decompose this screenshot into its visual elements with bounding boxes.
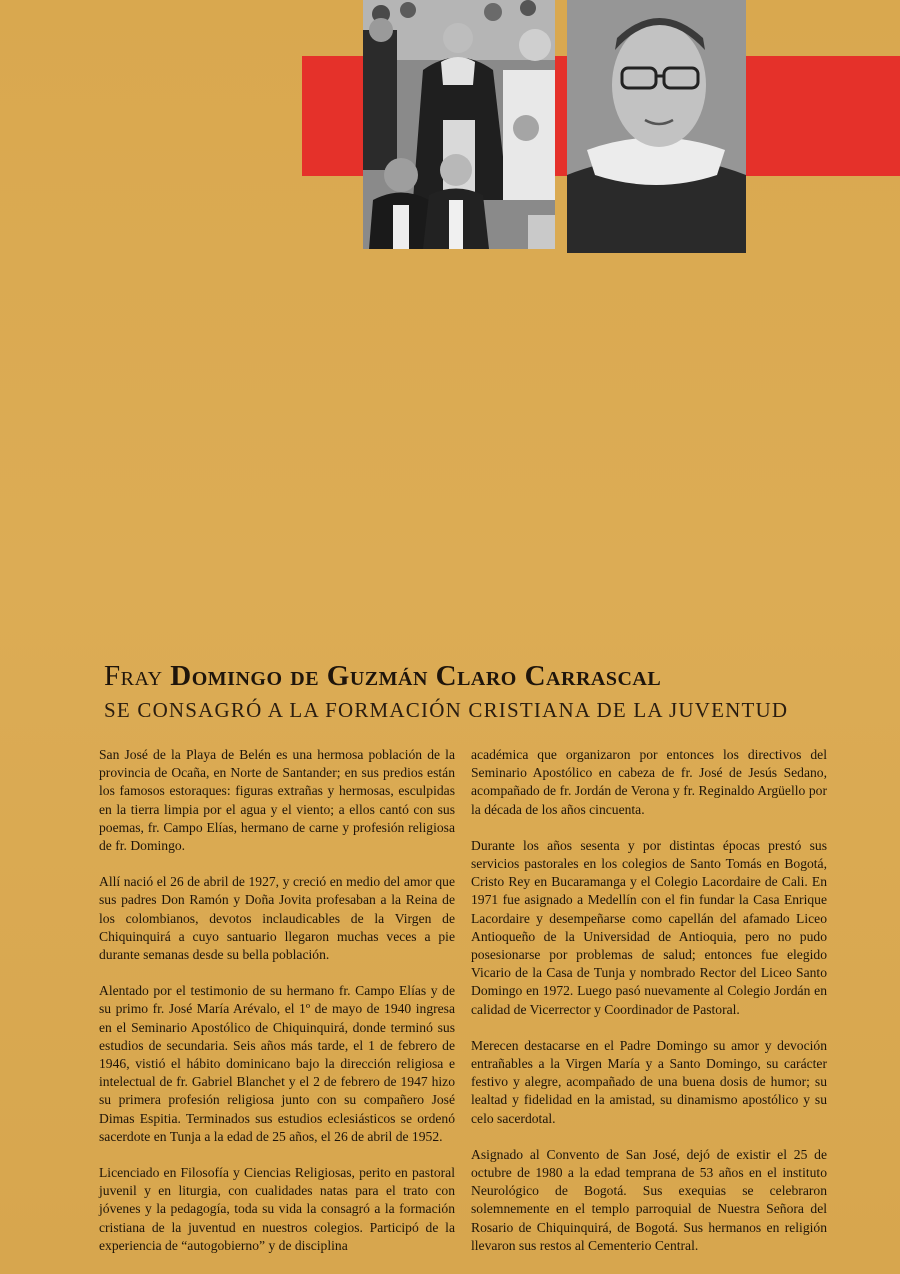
paragraph: Asignado al Convento de San José, dejó de existir el 25 de octubre de 1980 a la edad temprana de 53 años en el instituto Neurológico de Bogotá. Sus exequias se celebraron solemnemente en el templo parroquial de Nuestra Señora del Rosario de Chiquinquirá, de Bogotá. Sus hermanos en religión llevaron sus restos al Cementerio Central. [471,1146,827,1253]
red-accent-band-right [746,56,900,176]
paragraph: Allí nació el 26 de abril de 1927, y creció en medio del amor que sus padres Don Ramón y Doña Jovita profesaban a la Reina de los colombianos, devotos inclaudicables de la Virgen de Chiquinquirá a cuyo santuario llegaron muchas veces a pie durante semanas desde su bella población. [99,874,455,963]
article-subtitle: SE CONSAGRÓ A LA FORMACIÓN CRISTIANA DE LA JUVENTUD [104,698,789,722]
paragraph: Merecen destacarse en el Padre Domingo su amor y devoción entrañables a la Virgen María y a Santo Domingo, su carácter festivo y alegre, acompañado de una buena dosis de humor; su lealtad y fidelidad en la amistad, su dinamismo apostólico y su celo sacerdotal. [471,1037,827,1126]
article-title [104,660,824,693]
paragraph: Licenciado en Filosofía y Ciencias Religiosas, perito en pastoral juvenil y en liturgia, con cualidades natas para el trato con jóvenes y la pedagogía, toda su vida la consagró a la formación cristiana de la juventud en nuestros colegios. Participó de la experiencia de “autogobierno” y de disciplina [99,1165,455,1253]
portrait-photo [567,0,746,253]
paragraph: Alentado por el testimonio de su hermano fr. Campo Elías y de su primo fr. José María Arévalo, el 1º de mayo de 1940 ingresa en el Seminario Apostólico de Chiquinquirá, donde terminó sus estudios de secundaria. Seis años más tarde, el 1 de febrero de 1946, vistió el hábito dominicano bajo la dirección religiosa e intelectual de fr. Gabriel Blanchet y el 2 de febrero de 1947 hizo su primera profesión religiosa junto con su compañero José Dimas Espitia. Terminados sus estudios eclesiásticos se ordenó sacerdote en Tunja a la edad de 25 años, el 26 de abril de 1952. [99,983,455,1144]
paragraph: Durante los años sesenta y por distintas épocas prestó sus servicios pastorales en los colegios de Santo Tomás en Bogotá, Cristo Rey en Bucaramanga y el Colegio Lacordaire de Cali. En 1971 fue asignado a Medellín con el fin fundar la Casa Enrique Lacordaire y desempeñarse como capellán del afamado Liceo Antioqueño de la Universidad de Antioquia, pero no pudo posesionarse por problemas de salud; entonces fue elegido Vicario de la Casa de Tunja y nombrado Rector del Liceo Santo Domingo en 1972. Luego pasó nuevamente al Colegio Jordán en calidad de Vicerrector y Coordinador de Pastoral. [471,837,827,1017]
title-name: Domingo de Guzmán Claro Carrascal [170,660,662,692]
body-column-left [99,746,455,1273]
crowd-photo [363,0,555,249]
body-column-right [471,746,827,1273]
red-accent-band-middle [555,56,567,176]
paragraph: académica que organizaron por entonces los directivos del Seminario Apostólico en cabeza de fr. José de Jesús Sedano, acompañado de fr. Jordán de Verona y fr. Reginaldo Argüello por la década de los años cincuenta. [471,747,827,817]
red-accent-band-left [302,56,363,176]
title-prefix: Fray [104,660,163,692]
paragraph: San José de la Playa de Belén es una hermosa población de la provincia de Ocaña, en Norte de Santander; en sus predios están los famosos estoraques: figuras extrañas y hermosas, esculpidas en la tierra limpia por el agua y el viento; a ellos cantó con sus poemas, fr. Campo Elías, hermano de carne y profesión religiosa de fr. Domingo. [99,747,455,854]
